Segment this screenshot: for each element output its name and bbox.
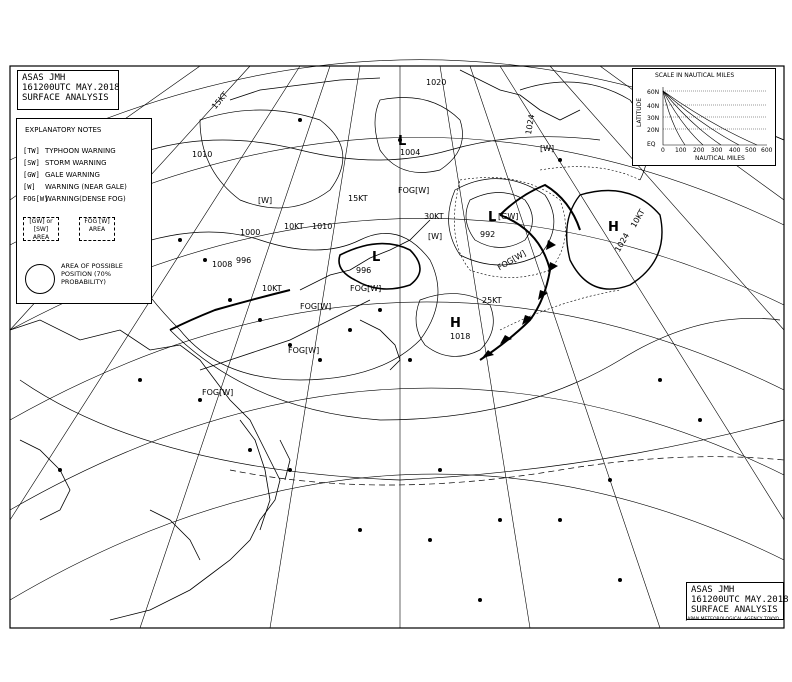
legend-item-typhoon: [TW] TYPHOON WARNING xyxy=(23,147,116,155)
footer-box xyxy=(686,582,789,620)
legend-gale-area-symbol: [GW] or [SW] AREA xyxy=(23,217,59,241)
scale-lat-30: 30N xyxy=(647,115,660,122)
footer-line-1: ASAS JMH xyxy=(691,585,735,595)
isobar-label-1000: 1000 xyxy=(240,228,261,237)
legend-item-fog: FOG[W]WARNING(DENSE FOG) xyxy=(23,195,126,203)
scale-x-400: 400 xyxy=(729,147,741,154)
isobar-label-1010: 1010 xyxy=(192,150,213,159)
legend-item-gale: [GW] GALE WARNING xyxy=(23,171,100,179)
near-gale-warning-2: [W] xyxy=(540,144,555,153)
scale-title: SCALE IN NAUTICAL MILES xyxy=(655,72,735,79)
isobar-label-996: 996 xyxy=(236,256,252,265)
high-label-2: H xyxy=(450,316,461,331)
low-label-2: L xyxy=(372,250,381,265)
pressure-low-1004: 1004 xyxy=(400,148,421,157)
isobar-label-1008: 1008 xyxy=(212,260,233,269)
legend-box xyxy=(16,118,152,304)
pressure-low-1010: 1010 xyxy=(312,222,333,231)
fronts xyxy=(170,185,580,360)
scale-x-200: 200 xyxy=(693,147,705,154)
gale-warning-1: [GW] xyxy=(498,212,519,221)
wind-label-7: 15KT xyxy=(210,90,230,111)
fog-warning-2: FOG[W] xyxy=(350,284,382,293)
fog-warning-3: FOG[W] xyxy=(300,302,332,311)
scale-ylabel: LATITUDE xyxy=(636,97,644,128)
scale-x-100: 100 xyxy=(675,147,687,154)
scale-lat-20: 20N xyxy=(647,127,660,134)
header-box xyxy=(17,70,119,110)
scale-x-0: 0 xyxy=(661,147,665,154)
wind-label-6: 10KT xyxy=(629,207,647,230)
scale-xlabel: NAUTICAL MILES xyxy=(695,155,745,162)
scale-lat-40: 40N xyxy=(647,103,660,110)
legend-item-storm: [SW] STORM WARNING xyxy=(23,159,107,167)
legend-item-near-gale: [W] WARNING (NEAR GALE) xyxy=(23,183,127,191)
pressure-low-992: 992 xyxy=(480,230,496,239)
footer-line-3: SURFACE ANALYSIS xyxy=(691,605,778,615)
header-line-2: 161200UTC MAY.2018 xyxy=(22,83,120,93)
legend-fog-area-symbol: FOG [W] AREA xyxy=(79,217,115,241)
scale-lat-60: 60N xyxy=(647,89,660,96)
scale-x-500: 500 xyxy=(745,147,757,154)
probability-circle-icon xyxy=(25,264,55,294)
wind-label-5: 10KT xyxy=(262,284,282,293)
fog-warning-5: FOG[W] xyxy=(202,388,234,397)
pressure-low-996: 996 xyxy=(356,266,372,275)
legend-title: EXPLANATORY NOTES xyxy=(25,126,102,134)
header-line-3: SURFACE ANALYSIS xyxy=(22,93,109,103)
agency-label: JAPAN METEOROLOGICAL AGENCY TOKYO xyxy=(686,617,780,622)
high-label-1: H xyxy=(608,220,619,235)
isobar-label-1020: 1020 xyxy=(426,78,447,87)
wind-label-2: 10KT xyxy=(284,222,304,231)
low-label-3: L xyxy=(488,210,497,225)
wind-label-1: 15KT xyxy=(348,194,368,203)
pressure-high-1018: 1018 xyxy=(450,332,471,341)
scale-x-300: 300 xyxy=(711,147,723,154)
pressure-high-1024: 1024 xyxy=(613,231,632,254)
fog-warning-1: FOG[W] xyxy=(398,186,430,195)
isobar-label-1024: 1024 xyxy=(523,113,537,136)
footer-line-2: 161200UTC MAY.2018 xyxy=(691,595,789,605)
near-gale-warning-1: [W] xyxy=(428,232,443,241)
fog-warning-6: FOG[W] xyxy=(495,248,528,273)
wind-label-3: 30KT xyxy=(424,212,444,221)
near-gale-warning-3: [W] xyxy=(258,196,273,205)
low-label-1: L xyxy=(398,134,407,149)
wind-label-4: 25KT xyxy=(482,296,502,305)
legend-circle-text: AREA OF POSSIBLE POSITION (70% PROBABILITY) xyxy=(61,262,123,286)
scale-box xyxy=(632,68,776,166)
scale-curves xyxy=(661,85,769,147)
fog-warning-4: FOG[W] xyxy=(288,346,320,355)
header-line-1: ASAS JMH xyxy=(22,73,66,83)
scale-lat-eq: EQ xyxy=(647,141,656,148)
scale-x-600: 600 xyxy=(761,147,773,154)
